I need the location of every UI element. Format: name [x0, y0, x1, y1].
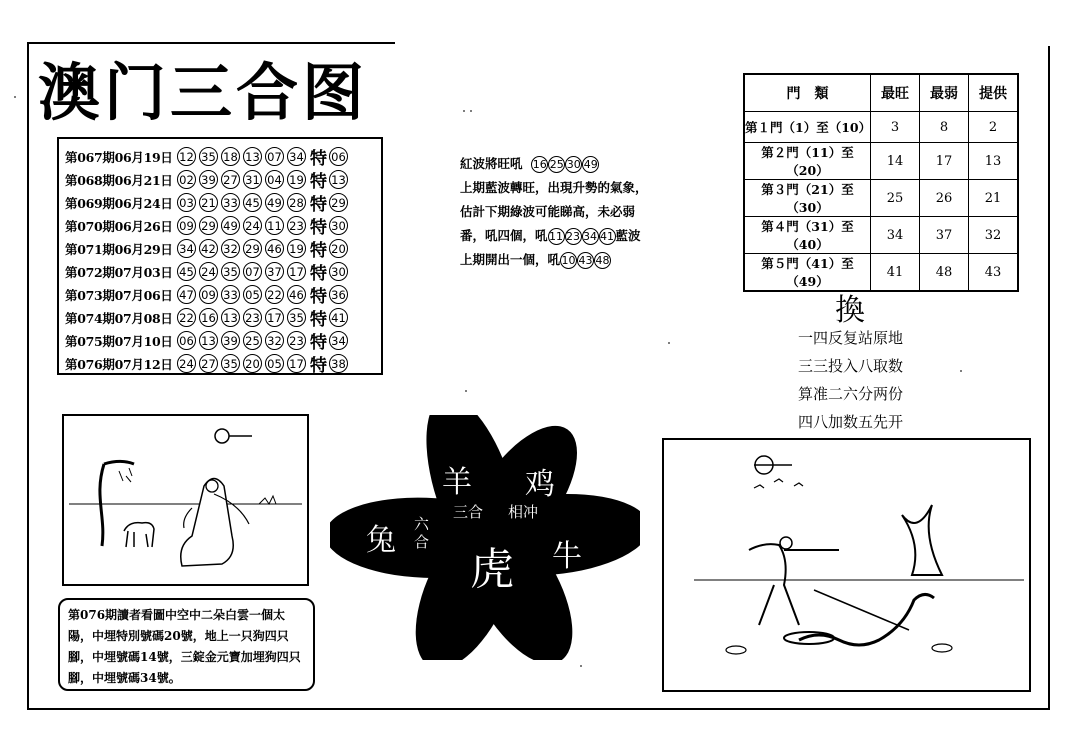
number-ball: 24: [199, 262, 218, 281]
number-ball: 19: [287, 239, 306, 258]
number-ball: 30: [329, 262, 348, 281]
gate-cell-gate: 第３門（21）至（30）: [744, 180, 871, 217]
number-ball: 12: [177, 147, 196, 166]
xiangchong-label: 相冲: [508, 503, 539, 521]
poem-title: 換: [835, 293, 865, 328]
gate-row: [744, 254, 1018, 292]
zodiac-ox: 牛: [552, 539, 582, 574]
draw-row: [65, 214, 379, 237]
sanhe-label: 三合: [453, 503, 484, 521]
number-ball: 29: [329, 193, 348, 212]
number-ball: 49: [221, 216, 240, 235]
number-ball: 34: [582, 228, 599, 245]
number-ball: 42: [199, 239, 218, 258]
number-ball: 23: [243, 308, 262, 327]
number-ball: 11: [548, 228, 565, 245]
draw-row: [65, 260, 379, 283]
number-ball: 34: [177, 239, 196, 258]
wave-line-4: [460, 224, 710, 248]
number-ball: 06: [329, 147, 348, 166]
number-ball: 33: [221, 193, 240, 212]
draw-label: 第071期06月29日: [65, 241, 173, 257]
gate-header-cell: 最旺: [871, 74, 920, 112]
number-ball: 29: [243, 239, 262, 258]
draw-row: [65, 191, 379, 214]
number-ball: 18: [221, 147, 240, 166]
special-label: 特: [310, 172, 327, 192]
gate-cell-min: 17: [920, 143, 969, 180]
gate-row: [744, 112, 1018, 143]
gate-cell-gate: 第４門（31）至（40）: [744, 217, 871, 254]
draw-row: [65, 329, 379, 352]
wave-line-1: [460, 152, 710, 176]
number-ball: 05: [265, 354, 284, 373]
number-ball: 39: [221, 331, 240, 350]
speckle: [463, 110, 465, 112]
number-ball: 35: [221, 354, 240, 373]
number-ball: 17: [265, 308, 284, 327]
number-ball: 13: [199, 331, 218, 350]
number-ball: 39: [199, 170, 218, 189]
man-snake-illustration: [662, 438, 1031, 692]
speckle: [465, 390, 467, 392]
draw-row: [65, 168, 379, 191]
draw-label: 第067期06月19日: [65, 149, 173, 165]
number-ball: 22: [177, 308, 196, 327]
wave-line-1-balls: [531, 156, 599, 171]
number-ball: 25: [548, 156, 565, 173]
gate-cell-min: 37: [920, 217, 969, 254]
gate-cell-max: 14: [871, 143, 920, 180]
number-ball: 32: [265, 331, 284, 350]
special-label: 特: [310, 264, 327, 284]
speckle: [470, 110, 472, 112]
wave-prediction-text: [460, 152, 710, 272]
gate-header-cell: 提供: [969, 74, 1019, 112]
gate-row: [744, 180, 1018, 217]
number-ball: 43: [577, 252, 594, 269]
number-ball: 46: [287, 285, 306, 304]
number-ball: 07: [265, 147, 284, 166]
wave-line-5-balls: [560, 252, 611, 267]
page-title: 澳门三合图: [38, 56, 369, 129]
gate-cell-gate: 第５門（41）至（49）: [744, 254, 871, 292]
poem-line-1: 一四反复站原地: [798, 329, 904, 347]
speckle: [14, 96, 16, 98]
number-ball: 32: [221, 239, 240, 258]
wave-line-2: 上期藍波轉旺，出現升勢的氣象，: [460, 180, 648, 195]
number-ball: 20: [329, 239, 348, 258]
number-ball: 07: [243, 262, 262, 281]
draw-label: 第069期06月24日: [65, 195, 173, 211]
woman-dog-illustration: [62, 414, 309, 586]
special-label: 特: [310, 241, 327, 261]
gate-table: [743, 73, 1019, 292]
draw-row: [65, 352, 379, 375]
gate-cell-max: 25: [871, 180, 920, 217]
gate-cell-gate: 第１門（1）至（10）: [744, 112, 871, 143]
number-ball: 27: [199, 354, 218, 373]
number-ball: 45: [243, 193, 262, 212]
number-ball: 19: [287, 170, 306, 189]
wave-line-5-pre: 上期開出一個，吼: [460, 252, 561, 267]
special-label: 特: [310, 218, 327, 238]
number-ball: 23: [565, 228, 582, 245]
number-ball: 41: [599, 228, 616, 245]
special-label: 特: [310, 356, 327, 376]
draw-label: 第072期07月03日: [65, 264, 173, 280]
gate-row: [744, 143, 1018, 180]
number-ball: 49: [582, 156, 599, 173]
number-ball: 05: [243, 285, 262, 304]
zodiac-flower: [330, 415, 640, 660]
poem-line-2: 三三投入八取数: [798, 357, 904, 375]
number-ball: 36: [329, 285, 348, 304]
number-ball: 28: [287, 193, 306, 212]
draw-row: [65, 306, 379, 329]
number-ball: 46: [265, 239, 284, 258]
number-ball: 30: [329, 216, 348, 235]
special-label: 特: [310, 149, 327, 169]
number-ball: 11: [265, 216, 284, 235]
frame-top-left: [27, 42, 395, 44]
poem-line-4: 四八加数五先开: [798, 413, 904, 431]
number-ball: 34: [329, 331, 348, 350]
number-ball: 13: [243, 147, 262, 166]
number-ball: 24: [177, 354, 196, 373]
number-ball: 09: [177, 216, 196, 235]
number-ball: 16: [531, 156, 548, 173]
number-ball: 35: [199, 147, 218, 166]
draw-row: [65, 145, 379, 168]
number-ball: 20: [243, 354, 262, 373]
number-ball: 23: [287, 216, 306, 235]
wave-line-4-pre: 番，吼四個，吼: [460, 228, 548, 243]
gate-cell-offer: 32: [969, 217, 1019, 254]
gate-table-header: [744, 74, 1018, 112]
draw-row: [65, 237, 379, 260]
number-ball: 02: [177, 170, 196, 189]
number-ball: 45: [177, 262, 196, 281]
number-ball: 33: [221, 285, 240, 304]
number-ball: 25: [243, 331, 262, 350]
number-ball: 13: [221, 308, 240, 327]
illustration-left-svg: [64, 416, 307, 584]
wave-line-1-text: 紅波將旺吼: [460, 156, 523, 171]
picture-riddle-box: 第076期讀者看圖中空中二朵白雲一個太陽，中埋特別號碼20號，地上一只狗四只腳，中埋號碼14號，三錠金元寶加埋狗四只腳，中埋號碼34號。: [58, 598, 315, 691]
number-ball: 09: [199, 285, 218, 304]
zodiac-goat: 羊: [442, 465, 472, 500]
gate-header-cell: 最弱: [920, 74, 969, 112]
draw-label: 第074期07月08日: [65, 310, 173, 326]
number-ball: 06: [177, 331, 196, 350]
number-ball: 35: [221, 262, 240, 281]
number-ball: 35: [287, 308, 306, 327]
poem-line-3: 算准二六分两份: [798, 385, 904, 403]
gate-cell-offer: 43: [969, 254, 1019, 292]
number-ball: 31: [243, 170, 262, 189]
gate-cell-min: 48: [920, 254, 969, 292]
draw-label: 第073期07月06日: [65, 287, 173, 303]
special-label: 特: [310, 333, 327, 353]
zodiac-tiger: 虎: [470, 544, 514, 595]
gate-cell-offer: 13: [969, 143, 1019, 180]
gate-cell-min: 8: [920, 112, 969, 143]
number-ball: 37: [265, 262, 284, 281]
speckle: [960, 370, 962, 372]
gate-cell-gate: 第２門（11）至（20）: [744, 143, 871, 180]
number-ball: 04: [265, 170, 284, 189]
number-ball: 22: [265, 285, 284, 304]
liuhe-label: 六合: [414, 515, 430, 551]
number-ball: 47: [177, 285, 196, 304]
wave-line-3: 估計下期綠波可能睇高，未必弱: [460, 204, 636, 219]
zodiac-rooster: 鸡: [525, 467, 555, 502]
draw-label: 第068期06月21日: [65, 172, 173, 188]
number-ball: 48: [594, 252, 611, 269]
draw-history-table: [57, 137, 383, 375]
speckle: [668, 342, 670, 344]
speckle: [580, 665, 582, 667]
gate-cell-min: 26: [920, 180, 969, 217]
number-ball: 21: [199, 193, 218, 212]
number-ball: 38: [329, 354, 348, 373]
wave-line-4-post: 藍波: [615, 228, 641, 243]
draw-row: [65, 283, 379, 306]
draw-label: 第076期07月12日: [65, 356, 173, 372]
wave-line-4-balls: [548, 228, 616, 243]
number-ball: 10: [560, 252, 577, 269]
special-label: 特: [310, 195, 327, 215]
number-ball: 41: [329, 308, 348, 327]
number-ball: 17: [287, 262, 306, 281]
frame-gap: [395, 36, 1055, 46]
gate-cell-max: 41: [871, 254, 920, 292]
gate-row: [744, 217, 1018, 254]
number-ball: 27: [221, 170, 240, 189]
illustration-right-svg: [664, 440, 1029, 690]
number-ball: 30: [565, 156, 582, 173]
number-ball: 17: [287, 354, 306, 373]
gate-header-cell: 門 類: [744, 74, 871, 112]
zodiac-rabbit: 兔: [366, 523, 396, 558]
gate-cell-offer: 21: [969, 180, 1019, 217]
number-ball: 13: [329, 170, 348, 189]
gate-cell-max: 3: [871, 112, 920, 143]
special-label: 特: [310, 310, 327, 330]
draw-label: 第070期06月26日: [65, 218, 173, 234]
number-ball: 49: [265, 193, 284, 212]
number-ball: 34: [287, 147, 306, 166]
special-label: 特: [310, 287, 327, 307]
gate-cell-max: 34: [871, 217, 920, 254]
number-ball: 24: [243, 216, 262, 235]
wave-line-5: [460, 248, 710, 272]
draw-label: 第075期07月10日: [65, 333, 173, 349]
number-ball: 29: [199, 216, 218, 235]
number-ball: 03: [177, 193, 196, 212]
gate-cell-offer: 2: [969, 112, 1019, 143]
number-ball: 23: [287, 331, 306, 350]
number-ball: 16: [199, 308, 218, 327]
